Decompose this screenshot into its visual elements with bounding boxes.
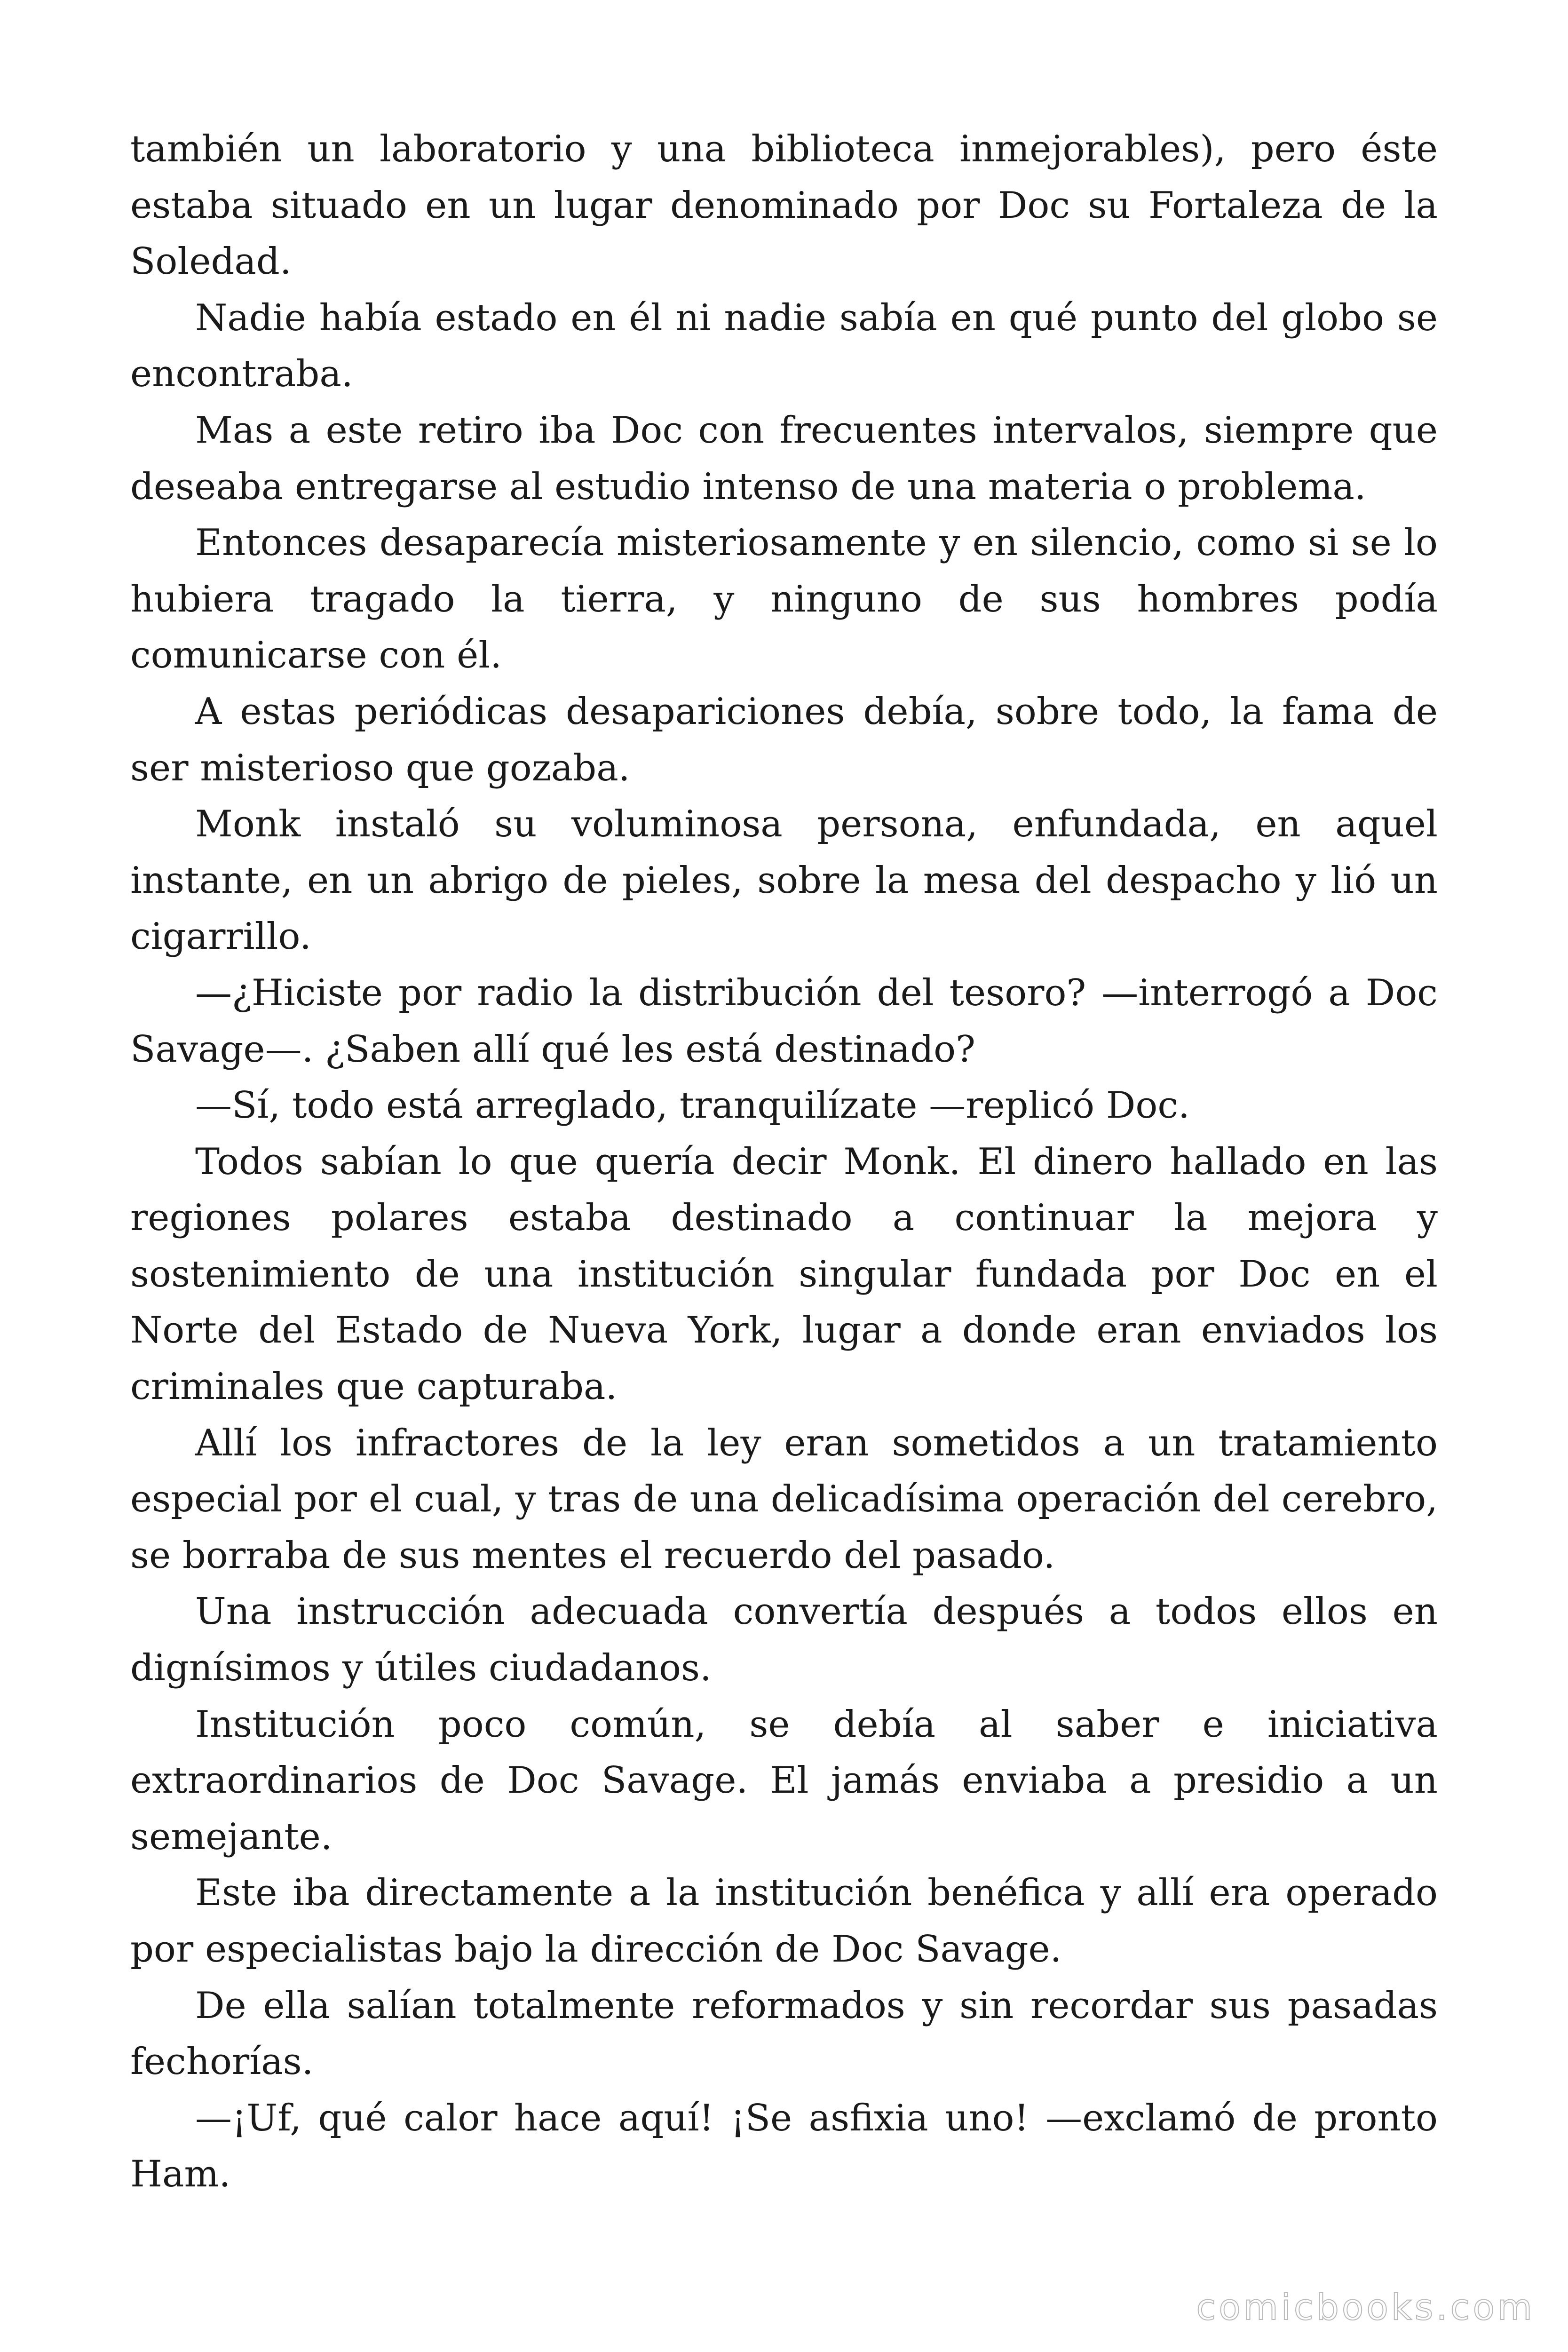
paragraph: A estas periódicas desapariciones debía, sobre todo, la fama de ser misterioso que gozaba. — [130, 690, 1438, 789]
paragraph: Mas a este retiro iba Doc con frecuentes intervalos, siempre que deseaba entregarse al estudio intenso de una materia o problema. — [130, 409, 1438, 508]
dialogue-paragraph: —¡Uf, qué calor hace aquí! ¡Se asfixia uno! —exclamó de pronto Ham. — [130, 2097, 1438, 2196]
paragraph: Este iba directamente a la institución benéfica y allí era operado por especialistas bajo la dirección de Doc Savage. — [130, 1872, 1438, 1971]
paragraph: Institución poco común, se debía al saber e iniciativa extraordinarios de Doc Savage. El jamás enviaba a presidio a un semejante. — [130, 1703, 1438, 1858]
watermark: comicbooks.com — [1196, 2286, 1535, 2328]
paragraph: Todos sabían lo que quería decir Monk. El dinero hallado en las regiones polares estaba destinado a continuar la mejora y sostenimiento de una institución singular fundada por Doc en el Norte del Estado de Nueva York, lugar a donde eran enviados los criminales que capturaba. — [130, 1140, 1438, 1408]
paragraph: Una instrucción adecuada convertía después a todos ellos en dignísimos y útiles ciudadanos. — [130, 1590, 1438, 1690]
paragraph: también un laboratorio y una biblioteca inmejorables), pero éste estaba situado en un lugar denominado por Doc su Fortaleza de la Soledad. — [130, 128, 1438, 283]
book-page-text — [130, 121, 1438, 2203]
dialogue-paragraph: —¿Hiciste por radio la distribución del tesoro? —interrogó a Doc Savage—. ¿Saben allí qué les está destinado? — [130, 971, 1438, 1071]
paragraph: De ella salían totalmente reformados y sin recordar sus pasadas fechorías. — [130, 1984, 1438, 2083]
paragraph: Allí los infractores de la ley eran sometidos a un tratamiento especial por el cual, y tras de una delicadísima operación del cerebro, se borraba de sus mentes el recuerdo del pasado. — [130, 1422, 1438, 1577]
paragraph: Monk instaló su voluminosa persona, enfundada, en aquel instante, en un abrigo de pieles, sobre la mesa del despacho y lió un cigarrillo. — [130, 803, 1438, 958]
paragraph: Entonces desaparecía misteriosamente y en silencio, como si se lo hubiera tragado la tierra, y ninguno de sus hombres podía comunicarse con él. — [130, 522, 1438, 677]
paragraph: Nadie había estado en él ni nadie sabía en qué punto del globo se encontraba. — [130, 296, 1438, 396]
dialogue-paragraph: —Sí, todo está arreglado, tranquilízate —replicó Doc. — [195, 1084, 1190, 1127]
